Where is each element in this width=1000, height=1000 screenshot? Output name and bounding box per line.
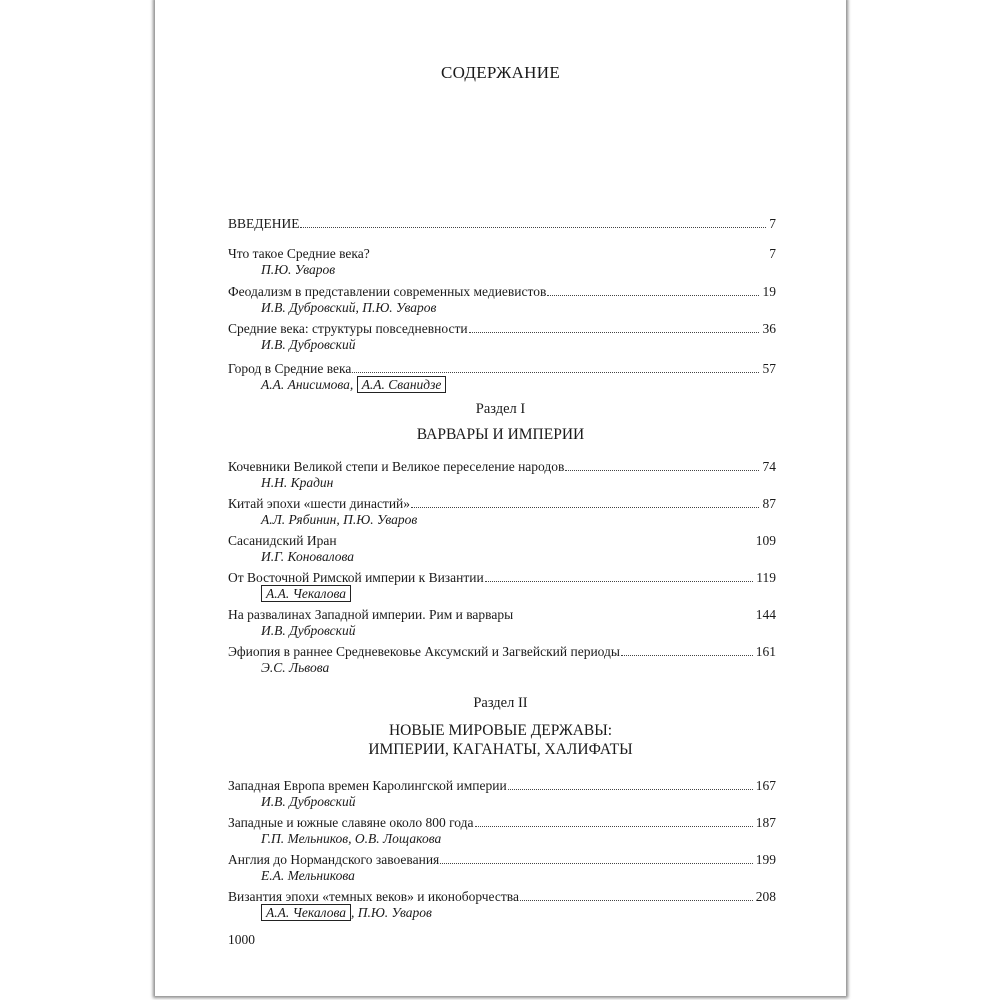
- toc-entry: [228, 495, 776, 513]
- author-name-boxed: А.А. Сванидзе: [357, 376, 447, 393]
- entry-authors: [261, 905, 432, 921]
- toc-entry: [228, 814, 776, 832]
- entry-title: Западные и южные славяне около 800 года: [228, 815, 474, 830]
- entry-page-number: 19: [760, 283, 777, 301]
- dot-leader: [440, 863, 753, 864]
- toc-entry: [228, 320, 776, 338]
- book-page: [155, 0, 846, 996]
- toc-entry: [228, 532, 776, 550]
- toc-entry: [228, 606, 776, 624]
- entry-page-number: 167: [753, 777, 776, 795]
- entry-authors: [261, 660, 329, 676]
- dot-leader: [411, 507, 759, 508]
- author-name-boxed: А.А. Чекалова: [261, 904, 351, 921]
- entry-page-number: 57: [760, 360, 777, 378]
- toc-entry: [228, 851, 776, 869]
- entry-title: ВВЕДЕНИЕ: [228, 216, 300, 231]
- author-name: , П.Ю. Уваров: [350, 905, 432, 920]
- entry-authors: [261, 868, 355, 884]
- toc-entry: [228, 643, 776, 661]
- section-title-line-1: НОВЫЕ МИРОВЫЕ ДЕРЖАВЫ:: [388, 722, 613, 739]
- author-name: Г.П. Мельников, О.В. Лощакова: [261, 831, 442, 846]
- entry-authors: [261, 831, 441, 847]
- entry-page-number: 109: [753, 532, 776, 550]
- section-label: Раздел II: [473, 695, 528, 711]
- author-name: А.А. Анисимова,: [261, 377, 357, 392]
- author-name: П.Ю. Уваров: [261, 262, 336, 277]
- entry-title: Византия эпохи «темных веков» и иконоборчества: [228, 889, 519, 904]
- author-name: И.В. Дубровский: [261, 623, 356, 638]
- page-title: СОДЕРЖАНИЕ: [440, 63, 561, 82]
- dot-leader: [621, 655, 753, 656]
- entry-page-number: 199: [753, 851, 776, 869]
- section-title: ВАРВАРЫ И ИМПЕРИИ: [416, 426, 585, 443]
- dot-leader: [485, 581, 753, 582]
- dot-leader: [547, 295, 759, 296]
- toc-entry: [228, 360, 776, 378]
- entry-authors: [261, 377, 446, 393]
- entry-title: Кочевники Великой степи и Великое переселение народов: [228, 459, 565, 474]
- entry-title: Город в Средние века: [228, 361, 352, 376]
- entry-title: Что такое Средние века?: [228, 246, 370, 261]
- section-label: Раздел I: [475, 401, 526, 417]
- entry-page-number: 144: [753, 606, 776, 624]
- entry-title: Эфиопия в раннее Средневековье Аксумский и Загвейский периоды: [228, 644, 620, 659]
- entry-page-number: 7: [766, 215, 776, 233]
- author-name: И.В. Дубровский: [261, 337, 356, 352]
- dot-leader: [300, 227, 766, 228]
- entry-authors: [261, 475, 333, 491]
- entry-authors: [261, 794, 355, 810]
- entry-title: Западная Европа времен Каролингской империи: [228, 778, 507, 793]
- entry-title: Феодализм в представлении современных медиевистов: [228, 284, 547, 299]
- entry-page-number: 161: [753, 643, 776, 661]
- toc-entry: [228, 215, 776, 233]
- author-name: Н.Н. Крадин: [261, 475, 334, 490]
- dot-leader: [565, 470, 759, 471]
- entry-authors: [261, 512, 417, 528]
- entry-title: Китай эпохи «шести династий»: [228, 496, 411, 511]
- entry-page-number: 7: [766, 245, 776, 263]
- toc-entry: [228, 458, 776, 476]
- entry-page-number: 74: [760, 458, 777, 476]
- entry-page-number: 119: [753, 569, 776, 587]
- toc-entry: [228, 777, 776, 795]
- author-name: И.В. Дубровский, П.Ю. Уваров: [261, 300, 437, 315]
- author-name: Е.А. Мельникова: [261, 868, 355, 883]
- entry-page-number: 187: [753, 814, 776, 832]
- entry-authors: [261, 262, 335, 278]
- author-name: Э.С. Львова: [261, 660, 330, 675]
- entry-title: Средние века: структуры повседневности: [228, 321, 468, 336]
- entry-title: Англия до Нормандского завоевания: [228, 852, 440, 867]
- dot-leader: [475, 826, 753, 827]
- author-name: И.Г. Коновалова: [261, 549, 355, 564]
- author-name: И.В. Дубровский: [261, 794, 356, 809]
- entry-authors: [261, 300, 436, 316]
- author-name: А.Л. Рябинин, П.Ю. Уваров: [261, 512, 418, 527]
- dot-leader: [520, 900, 753, 901]
- entry-page-number: 208: [753, 888, 776, 906]
- entry-authors: [261, 549, 354, 565]
- entry-authors: [261, 337, 355, 353]
- entry-title: От Восточной Римской империи к Византии: [228, 570, 484, 585]
- entry-page-number: 36: [760, 320, 777, 338]
- section-title-line-2: ИМПЕРИИ, КАГАНАТЫ, ХАЛИФАТЫ: [368, 741, 633, 758]
- entry-title: На развалинах Западной империи. Рим и варвары: [228, 607, 514, 622]
- entry-title: Сасанидский Иран: [228, 533, 337, 548]
- page-number: 1000: [228, 932, 255, 947]
- toc-entry: [228, 245, 776, 263]
- entry-authors: [261, 586, 351, 602]
- entry-page-number: 87: [760, 495, 777, 513]
- entry-authors: [261, 623, 355, 639]
- author-name-boxed: А.А. Чекалова: [261, 585, 351, 602]
- dot-leader: [469, 332, 759, 333]
- toc-entry: [228, 283, 776, 301]
- dot-leader: [352, 372, 759, 373]
- dot-leader: [508, 789, 753, 790]
